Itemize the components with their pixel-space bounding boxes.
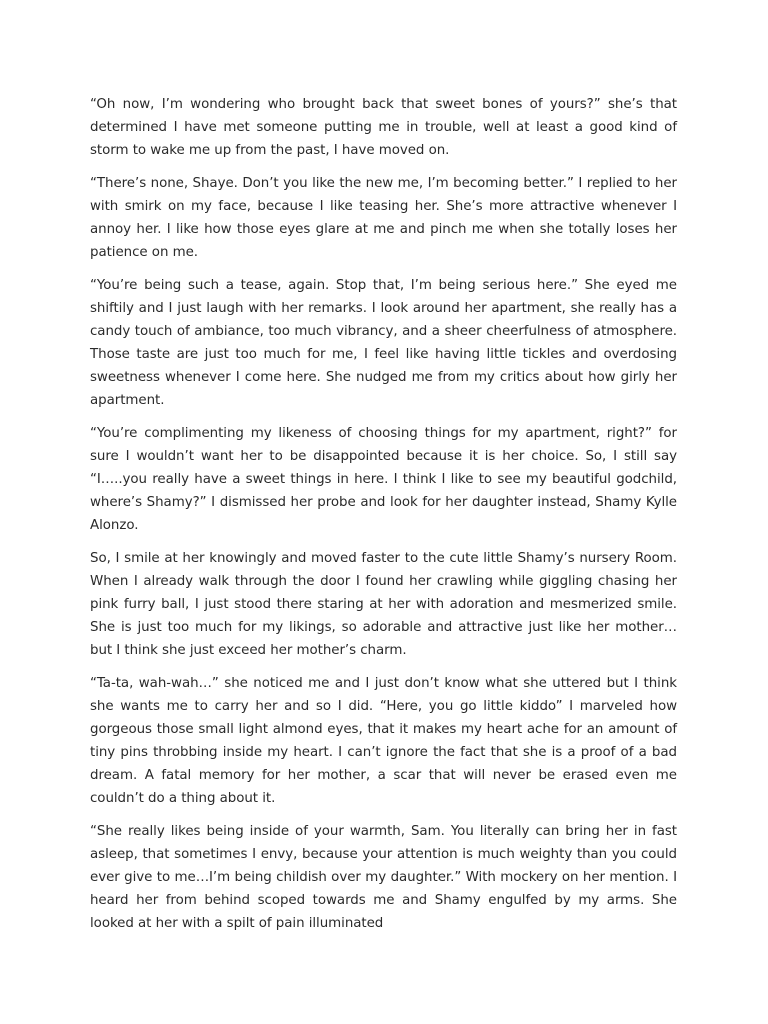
paragraph-6: “Ta-ta, wah-wah…” she noticed me and I just don’t know what she uttered but I think she wants me to carry her and so I did. “Here, you go little kiddo” I marveled how gorgeous those small light almond eyes, that it makes my heart ache for an amount of tiny pins throbbing inside my heart. I can’t ignore the fact that she is a proof of a bad dream. A fatal memory for her mother, a scar that will never be erased even me couldn’t do a thing about it. bbox=[90, 676, 677, 806]
paragraph-3: “You’re being such a tease, again. Stop that, I’m being serious here.” She eyed me shiftily and I just laugh with her remarks. I look around her apartment, she really has a candy touch of ambiance, too much vibrancy, and a sheer cheerfulness of atmosphere. Those taste are just too much for me, I feel like having little tickles and overdosing sweetness whenever I come here. She nudged me from my critics about how girly her apartment. bbox=[90, 278, 677, 408]
paragraph-5: So, I smile at her knowingly and moved faster to the cute little Shamy’s nursery Room. When I already walk through the door I found her crawling while giggling chasing her pink furry ball, I just stood there staring at her with adoration and mesmerized smile. She is just too much for my likings, so adorable and attractive just like her mother… but I think she just exceed her mother’s charm. bbox=[90, 551, 677, 658]
paragraph-4: “You’re complimenting my likeness of choosing things for my apartment, right?” for sure I wouldn’t want her to be disappointed because it is her choice. So, I still say “I…..you really have a sweet things in here. I think I like to see my beautiful godchild, where’s Shamy?” I dismissed her probe and look for her daughter instead, Shamy Kylle Alonzo. bbox=[90, 426, 677, 533]
paragraph-1: “Oh now, I’m wondering who brought back that sweet bones of yours?” she’s that determined I have met someone putting me in trouble, well at least a good kind of storm to wake me up from the past, I have moved on. bbox=[90, 97, 677, 158]
paragraph-2: “There’s none, Shaye. Don’t you like the new me, I’m becoming better.” I replied to her with smirk on my face, because I like teasing her. She’s more attractive whenever I annoy her. I like how those eyes glare at me and pinch me when she totally loses her patience on me. bbox=[90, 176, 677, 260]
paragraph-7: “She really likes being inside of your warmth, Sam. You literally can bring her in fast asleep, that sometimes I envy, because your attention is much weighty than you could ever give to me…I’m being childish over my daughter.” With mockery on her mention. I heard her from behind scoped towards me and Shamy engulfed by my arms. She looked at her with a spilt of pain illuminated bbox=[90, 824, 677, 931]
document-page bbox=[90, 93, 677, 945]
